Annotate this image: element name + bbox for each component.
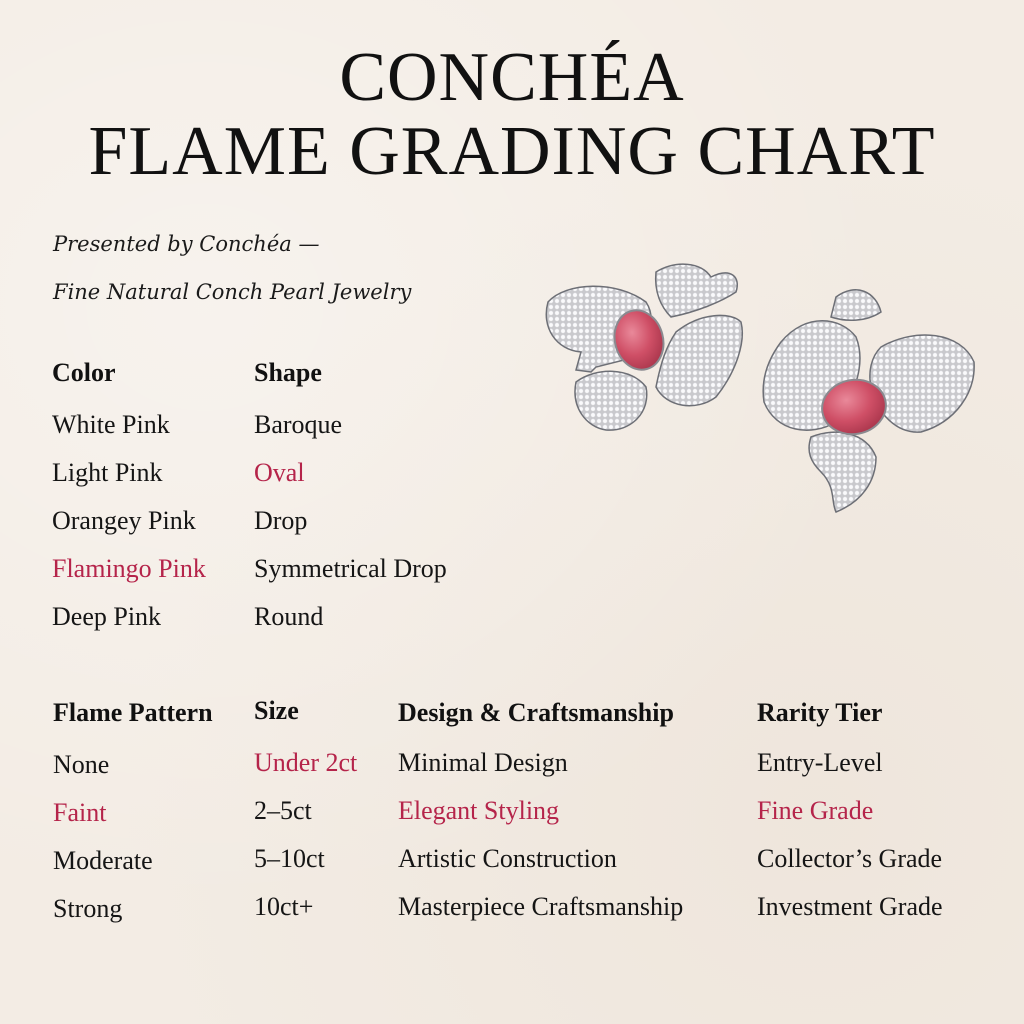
rarity-entry-level: Entry-Level [757,748,883,777]
color-header: Color [52,358,116,387]
size-header: Size [254,696,299,725]
color-column [52,358,252,631]
design-masterpiece: Masterpiece Craftsmanship [398,892,684,921]
rarity-fine-grade-selected: Fine Grade [757,796,874,825]
size-column [254,696,394,926]
right-earring [763,290,974,512]
shape-header: Shape [254,358,322,387]
flame-faint-selected: Faint [53,798,107,827]
flame-pattern-header: Flame Pattern [53,698,213,727]
size-5-10ct: 5–10ct [254,844,325,873]
design-artistic: Artistic Construction [398,844,617,873]
color-flamingo-pink-selected: Flamingo Pink [52,554,206,583]
shape-symmetrical-drop: Symmetrical Drop [254,554,447,583]
shape-baroque: Baroque [254,410,343,439]
rarity-investment-grade: Investment Grade [757,892,943,921]
shape-round: Round [254,602,324,631]
flame-none: None [53,750,110,779]
design-minimal: Minimal Design [398,748,568,777]
shape-drop: Drop [254,506,308,535]
rarity-header: Rarity Tier [757,698,883,727]
size-10ct-plus: 10ct+ [254,892,314,921]
presented-by-text: Presented by Conchéa — [53,232,320,256]
shape-column [254,358,494,631]
color-orangey-pink: Orangey Pink [52,506,196,535]
left-earring [546,264,742,430]
flame-moderate: Moderate [53,846,153,875]
chart-title: FLAME GRADING CHART [88,113,936,190]
rarity-column [757,698,997,928]
design-header: Design & Craftsmanship [398,698,674,727]
brand-title: CONCHÉA [339,39,685,116]
color-light-pink: Light Pink [52,458,163,487]
design-column [398,698,748,928]
rarity-collectors-grade: Collector’s Grade [757,844,943,873]
color-white-pink: White Pink [52,410,170,439]
size-under-2ct-selected: Under 2ct [254,748,358,777]
shape-oval-selected: Oval [254,458,305,487]
color-deep-pink: Deep Pink [52,602,162,631]
size-2-5ct: 2–5ct [254,796,312,825]
design-elegant-selected: Elegant Styling [398,796,560,825]
tagline-text: Fine Natural Conch Pearl Jewelry [53,280,412,304]
earrings-photo [536,262,986,552]
flame-strong: Strong [53,894,123,923]
flame-pattern-column [53,698,253,928]
